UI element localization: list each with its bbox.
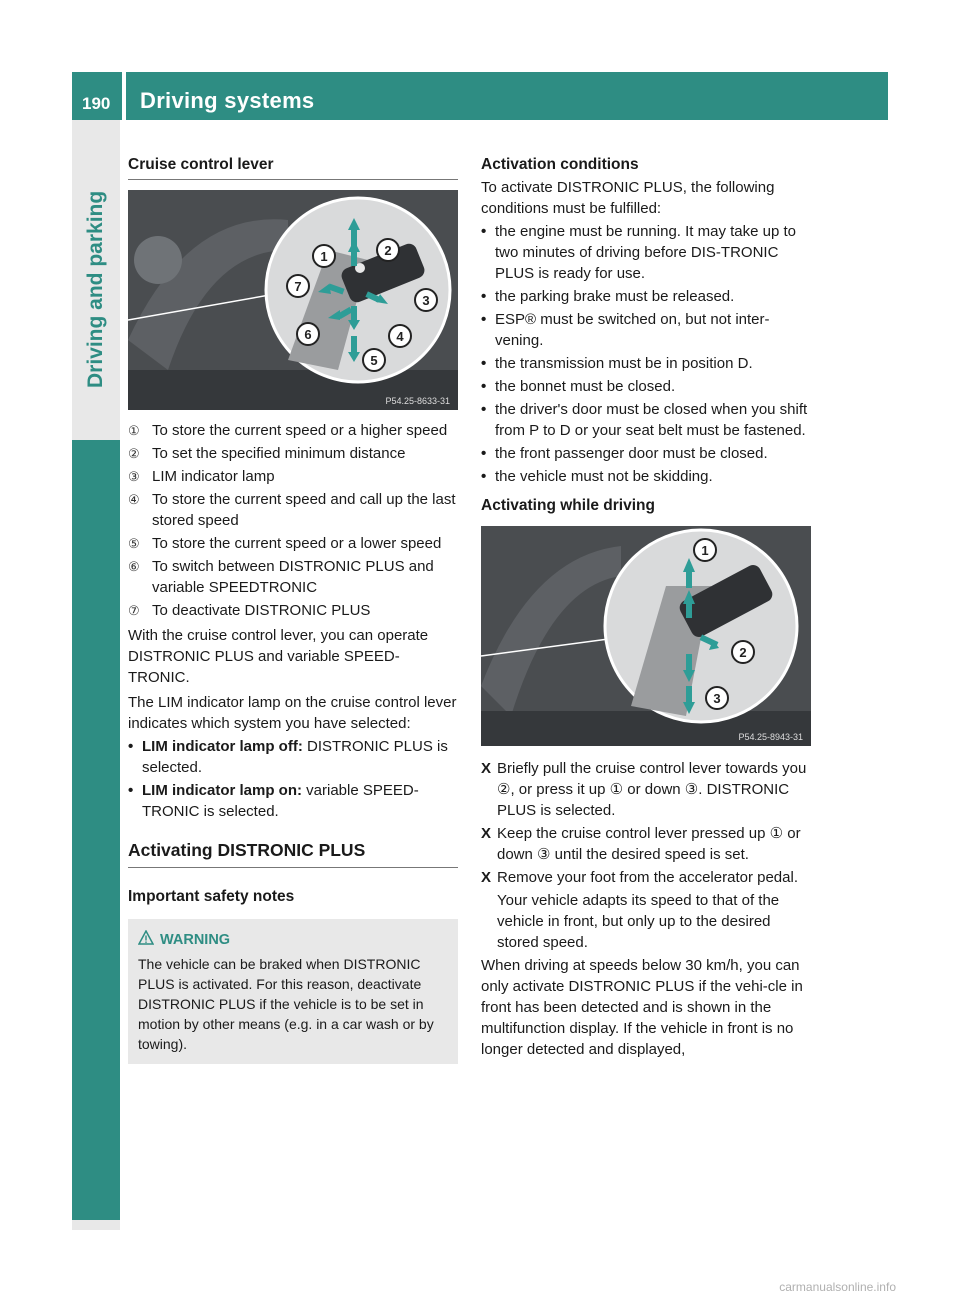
legend-number-4: ④ [128,492,140,507]
list-item: • the front passenger door must be closed. [481,445,768,462]
legend-number-7: ⑦ [128,603,140,618]
image-code: P54.25-8943-31 [738,732,803,742]
image-code: P54.25-8633-31 [385,396,450,406]
cruise-lever-illustration [128,190,458,410]
legend-item [128,489,458,531]
header-separator [122,72,126,120]
warning-box [128,919,458,1064]
svg-text:7: 7 [294,279,302,294]
step-text: Keep the cruise control lever pressed up ① or down ③ until the desired speed is set. [497,825,801,863]
bullet-text: the driver's door must be closed when you shift from P to D or your seat belt must be fastened. [495,401,808,439]
left-column [128,154,458,1064]
paragraph: When driving at speeds below 30 km/h, you can only activate DISTRONIC PLUS if the vehi-cle in front has been detected and is shown in the multifunction display. If the vehicle in front is no longer detected and displayed, [481,957,803,1058]
paragraph: With the cruise control lever, you can operate DISTRONIC PLUS and variable SPEED-TRONIC. [128,627,429,686]
step-result: Your vehicle adapts its speed to that of the vehicle in front, but only up to the desired stored speed. [497,892,780,951]
svg-text:1: 1 [320,249,328,264]
svg-text:3: 3 [422,293,430,308]
list-item: • the parking brake must be released. [481,288,735,305]
step-arrow-icon: X [481,869,492,886]
bullet-text: the bonnet must be closed. [495,378,676,395]
svg-text:6: 6 [304,327,312,342]
step-list [481,758,811,953]
step-item [481,823,811,865]
side-tab-block [72,440,120,1220]
list-item: • the vehicle must not be skidding. [481,468,713,485]
activation-image [481,526,811,746]
legend-text: To set the specified minimum distance [152,445,406,462]
bullet-text: ESP® must be switched on, but not inter-vening. [495,311,770,349]
right-column [481,154,811,1060]
cruise-lever-image [128,190,458,410]
svg-text:1: 1 [701,543,709,558]
legend-item [128,420,458,441]
section-heading-cruise-lever: Cruise control lever [128,154,458,180]
paragraph: The LIM indicator lamp on the cruise control lever indicates which system you have selected: [128,694,457,732]
legend-number-3: ③ [128,469,140,484]
bullet-text: the transmission must be in position D. [495,355,753,372]
section-heading-activation-conditions: Activation conditions [481,156,639,173]
step-arrow-icon: X [481,825,492,842]
page-title: Driving systems [140,88,315,113]
paragraph: To activate DISTRONIC PLUS, the following conditions must be fulfilled: [481,179,775,217]
step-item [481,758,811,821]
svg-text:2: 2 [739,645,747,660]
bullet-text: DISTRONIC PLUS is selected. [142,738,448,776]
legend-text: To store the current speed and call up the last stored speed [152,491,456,529]
list-item: • the transmission must be in position D. [481,355,753,372]
list-item: • the driver's door must be closed when you shift from P to D or your seat belt must be fastened. [481,399,811,441]
svg-text:3: 3 [713,691,721,706]
legend-list [128,420,458,621]
list-item: • ESP® must be switched on, but not inter-vening. [481,309,811,351]
activation-illustration [481,526,811,746]
svg-text:4: 4 [396,329,404,344]
step-item [481,867,811,888]
legend-item [128,600,458,621]
legend-number-1: ① [128,423,140,438]
bullet-bold: LIM indicator lamp off: [142,738,303,755]
svg-text:2: 2 [384,243,392,258]
subheading-safety-notes: Important safety notes [128,888,295,905]
legend-text: To store the current speed or a lower speed [152,535,442,552]
list-item: • the engine must be running. It may take up to two minutes of driving before DIS-TRONIC PLUS is ready for use. [481,221,811,284]
bullet-text: the engine must be running. It may take up to two minutes of driving before DIS-TRONIC PLUS is ready for use. [495,223,797,282]
page-number: 190 [82,94,111,113]
legend-text: To store the current speed or a higher speed [152,422,448,439]
list-item: • the bonnet must be closed. [481,378,676,395]
legend-item [128,443,458,464]
legend-item [128,556,458,598]
bullet-text: the vehicle must not be skidding. [495,468,713,485]
bullet-text: the parking brake must be released. [495,288,735,305]
section-heading-activating: Activating DISTRONIC PLUS [128,840,458,868]
legend-text: LIM indicator lamp [152,468,275,485]
section-heading-activating-while-driving: Activating while driving [481,497,655,514]
legend-number-5: ⑤ [128,536,140,551]
legend-number-2: ② [128,446,140,461]
warning-title: WARNING [160,932,231,948]
warning-text: The vehicle can be braked when DISTRONIC PLUS is activated. For this reason, deactivate DISTRONIC PLUS if the vehicle is to be set in motion by other means (e.g. in a car wash or by towing). [138,956,434,1052]
legend-text: To switch between DISTRONIC PLUS and variable SPEEDTRONIC [152,558,434,596]
list-item: • LIM indicator lamp on: variable SPEED-TRONIC is selected. [128,782,419,820]
legend-item [128,466,458,487]
svg-text:5: 5 [370,353,378,368]
bullet-text: variable SPEED-TRONIC is selected. [142,782,419,820]
bullet-text: the front passenger door must be closed. [495,445,768,462]
bullet-bold: LIM indicator lamp on: [142,782,302,799]
side-tab-label: Driving and parking [84,190,107,388]
legend-number-6: ⑥ [128,559,140,574]
step-text: Remove your foot from the accelerator pedal. [497,869,798,886]
list-item: • LIM indicator lamp off: DISTRONIC PLUS is selected. [128,738,448,776]
step-arrow-icon: X [481,760,492,777]
legend-item [128,533,458,554]
warning-icon [138,930,154,946]
legend-text: To deactivate DISTRONIC PLUS [152,602,371,619]
footer-watermark: carmanualsonline.info [779,1280,896,1294]
step-text: Briefly pull the cruise control lever towards you ②, or press it up ① or down ③. DISTRONIC PLUS is selected. [497,760,807,819]
